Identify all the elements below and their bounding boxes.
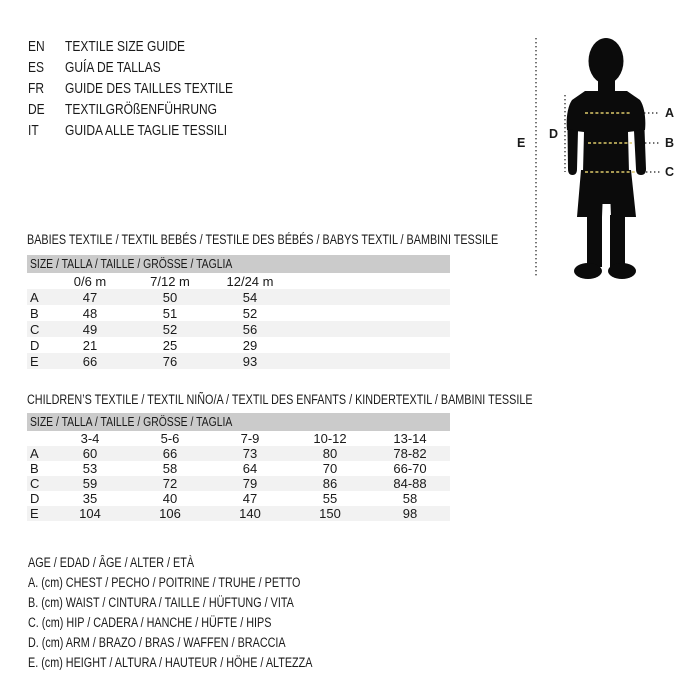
- table-row: [27, 353, 450, 369]
- silhouette-right-leg: [610, 215, 625, 267]
- language-code: DE: [28, 101, 45, 118]
- row-label: D: [30, 491, 40, 506]
- children-size-header-bar: SIZE / TALLA / TAILLE / GRÖSSE / TAGLIA: [27, 413, 450, 431]
- legend-line-waist: B. (cm) WAIST / CINTURA / TAILLE / HÜFTUNG / VITA: [28, 595, 294, 610]
- table-cell: 70: [322, 461, 338, 476]
- table-cell: 104: [79, 506, 101, 521]
- legend-line-hip: C. (cm) HIP / CADERA / HANCHE / HÜFTE / HIPS: [28, 615, 272, 630]
- figure-label-e: E: [517, 136, 526, 150]
- table-row: [27, 446, 450, 461]
- child-silhouette: [567, 38, 646, 279]
- legend-line-height: E. (cm) HEIGHT / ALTURA / HAUTEUR / HÖHE / ALTEZZA: [28, 655, 313, 670]
- figure-label-a: A: [665, 106, 675, 120]
- language-title: TEXTILGRÖßENFÜHRUNG: [65, 101, 218, 118]
- row-label: B: [30, 305, 39, 321]
- table-cell: 66-70: [393, 461, 427, 476]
- table-row: [27, 491, 450, 506]
- table-cell: 73: [242, 446, 258, 461]
- silhouette-right-shoe: [608, 263, 636, 279]
- table-row: [27, 476, 450, 491]
- table-cell: 47: [82, 289, 98, 305]
- legend-line-chest: A. (cm) CHEST / PECHO / POITRINE / TRUHE / PETTO: [28, 575, 301, 590]
- silhouette-tshirt: [567, 91, 646, 172]
- silhouette-left-leg: [587, 215, 602, 267]
- table-cell: 21: [82, 337, 98, 353]
- language-code: IT: [28, 122, 39, 139]
- language-code: FR: [28, 80, 44, 97]
- column-header: 7/12 m: [150, 273, 190, 289]
- row-label: C: [30, 321, 40, 337]
- silhouette-shorts: [577, 170, 636, 217]
- table-cell: 76: [162, 353, 178, 369]
- language-title: GUIDA ALLE TAGLIE TESSILI: [65, 122, 228, 139]
- silhouette-neck: [598, 72, 615, 94]
- table-cell: 64: [242, 461, 258, 476]
- table-cell: 93: [242, 353, 258, 369]
- table-cell: 51: [162, 305, 178, 321]
- column-header: 0/6 m: [73, 273, 107, 289]
- table-cell: 60: [82, 446, 98, 461]
- row-label: A: [30, 289, 39, 305]
- table-cell: 54: [242, 289, 258, 305]
- table-cell: 86: [322, 476, 338, 491]
- table-cell: 40: [162, 491, 178, 506]
- row-label: A: [30, 446, 39, 461]
- babies-textile-section: [27, 232, 499, 369]
- children-textile-section: [27, 392, 533, 521]
- column-header: 5-6: [160, 431, 180, 446]
- table-cell: 66: [162, 446, 178, 461]
- language-row-es: [28, 57, 275, 78]
- table-cell: 48: [82, 305, 98, 321]
- column-header: 3-4: [80, 431, 100, 446]
- figure-label-d: D: [549, 127, 559, 141]
- table-row: [27, 321, 450, 337]
- table-cell: 58: [402, 491, 418, 506]
- column-header: 12/24 m: [226, 273, 274, 289]
- table-cell: 140: [239, 506, 261, 521]
- babies-column-header-row: [27, 273, 450, 289]
- table-cell: 98: [402, 506, 418, 521]
- table-cell: 55: [322, 491, 338, 506]
- silhouette-right-arm: [634, 129, 646, 175]
- table-row: [27, 337, 450, 353]
- table-cell: 47: [242, 491, 258, 506]
- table-row: [27, 506, 450, 521]
- children-column-header-row: [27, 431, 450, 446]
- figure-label-c: C: [665, 165, 675, 179]
- language-code: EN: [28, 38, 45, 55]
- language-row-de: [28, 99, 275, 120]
- language-title: GUÍA DE TALLAS: [65, 59, 161, 76]
- row-label: E: [30, 506, 39, 521]
- table-cell: 56: [242, 321, 258, 337]
- language-row-en: [28, 36, 275, 57]
- table-cell: 106: [159, 506, 181, 521]
- table-cell: 49: [82, 321, 98, 337]
- column-header: 10-12: [313, 431, 347, 446]
- table-cell: 58: [162, 461, 178, 476]
- table-cell: 80: [322, 446, 338, 461]
- table-cell: 59: [82, 476, 98, 491]
- row-label: B: [30, 461, 39, 476]
- babies-size-table: [27, 273, 450, 369]
- table-cell: 52: [162, 321, 178, 337]
- language-title: TEXTILE SIZE GUIDE: [65, 38, 186, 55]
- column-header: 7-9: [240, 431, 260, 446]
- babies-size-header-bar: SIZE / TALLA / TAILLE / GRÖSSE / TAGLIA: [27, 255, 450, 273]
- children-section-title: CHILDREN’S TEXTILE / TEXTIL NIÑO/A / TEXTIL DES ENFANTS / KINDERTEXTIL / BAMBINI TESSILE: [27, 392, 533, 407]
- table-cell: 79: [242, 476, 258, 491]
- children-size-table: [27, 431, 450, 521]
- row-label: E: [30, 353, 39, 369]
- measurement-legend: [28, 553, 384, 673]
- table-row: [27, 289, 450, 305]
- table-cell: 66: [82, 353, 98, 369]
- table-cell: 78-82: [393, 446, 427, 461]
- language-row-it: [28, 120, 275, 141]
- table-cell: 84-88: [393, 476, 427, 491]
- table-cell: 29: [242, 337, 258, 353]
- table-cell: 53: [82, 461, 98, 476]
- table-row: [27, 461, 450, 476]
- row-label: C: [30, 476, 40, 491]
- silhouette-left-arm: [568, 129, 579, 175]
- language-title-list: [28, 36, 275, 141]
- table-row: [27, 305, 450, 321]
- measurement-figure: [500, 20, 700, 290]
- figure-label-b: B: [665, 136, 675, 150]
- language-code: ES: [28, 59, 45, 76]
- row-label: D: [30, 337, 40, 353]
- table-cell: 35: [82, 491, 98, 506]
- table-cell: 150: [319, 506, 341, 521]
- language-row-fr: [28, 78, 275, 99]
- legend-line-age: AGE / EDAD / ÂGE / ALTER / ETÀ: [28, 555, 195, 570]
- table-cell: 50: [162, 289, 178, 305]
- table-cell: 25: [162, 337, 178, 353]
- column-header: 13-14: [393, 431, 427, 446]
- silhouette-left-shoe: [574, 263, 602, 279]
- legend-line-arm: D. (cm) ARM / BRAZO / BRAS / WAFFEN / BRACCIA: [28, 635, 286, 650]
- babies-section-title: BABIES TEXTILE / TEXTIL BEBÉS / TESTILE DES BÉBÉS / BABYS TEXTIL / BAMBINI TESSILE: [27, 232, 499, 247]
- table-cell: 72: [162, 476, 178, 491]
- table-cell: 52: [242, 305, 258, 321]
- language-title: GUIDE DES TAILLES TEXTILE: [65, 80, 234, 97]
